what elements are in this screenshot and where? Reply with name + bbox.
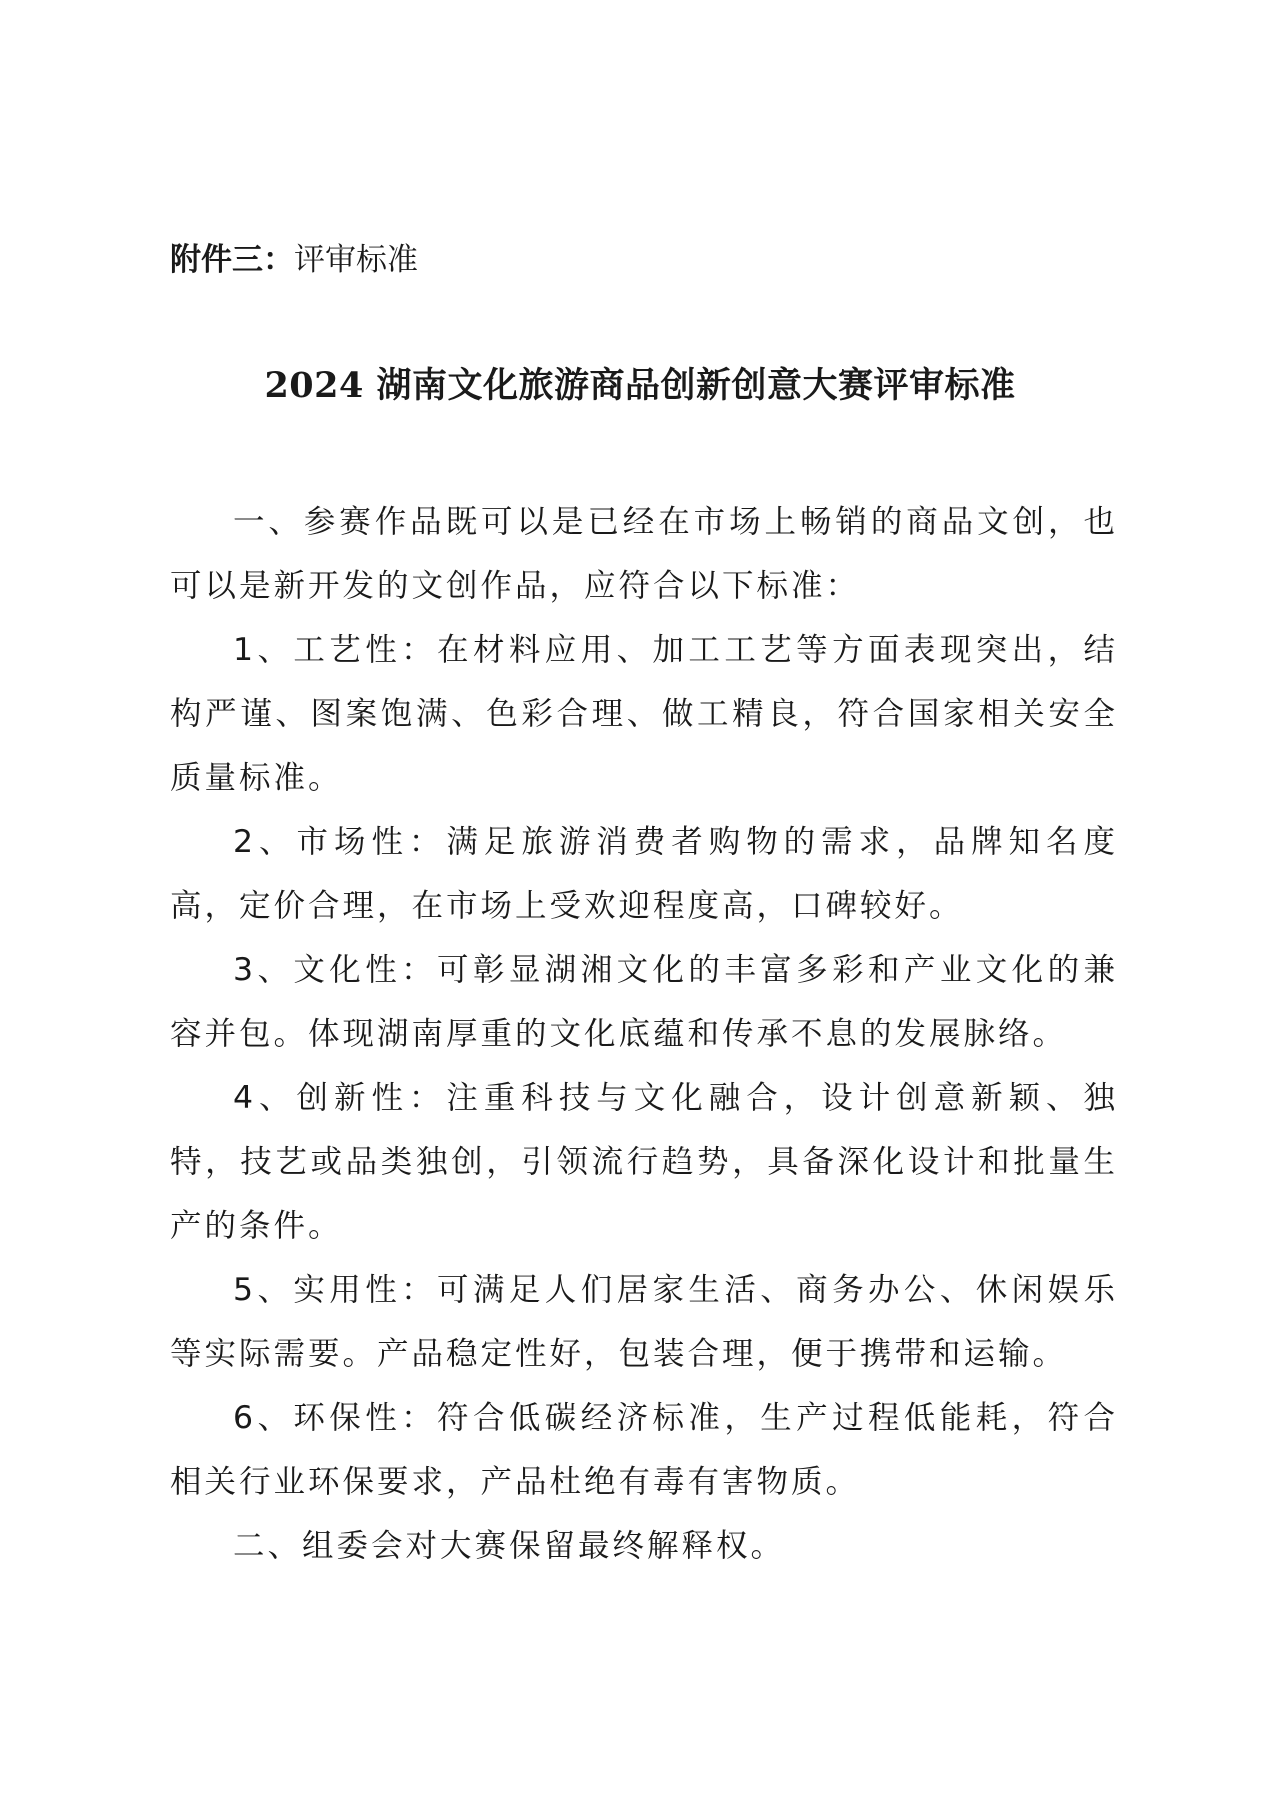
- paragraph-innovation: 4、创新性：注重科技与文化融合，设计创意新颖、独特，技艺或品类独创，引领流行趋势，具备深化设计和批量生产的条件。: [170, 1080, 1118, 1244]
- paragraph-marketability: 2、市场性：满足旅游消费者购物的需求，品牌知名度高，定价合理，在市场上受欢迎程度高，口碑较好。: [170, 824, 1118, 924]
- paragraph-craftsmanship: 1、工艺性：在材料应用、加工工艺等方面表现突出，结构严谨、图案饱满、色彩合理、做工精良，符合国家相关安全质量标准。: [170, 632, 1118, 796]
- document-title: 2024 湖南文化旅游商品创新创意大赛评审标准: [264, 365, 1016, 406]
- paragraph-interpretation: 二、组委会对大赛保留最终解释权。: [233, 1528, 786, 1564]
- paragraph-culture: 3、文化性：可彰显湖湘文化的丰富多彩和产业文化的兼容并包。体现湖南厚重的文化底蕴和传承不息的发展脉络。: [170, 952, 1118, 1052]
- attachment-label: 附件三：: [170, 242, 294, 278]
- document-body: [170, 490, 1118, 1578]
- paragraph-environment: 6、环保性：符合低碳经济标准，生产过程低能耗，符合相关行业环保要求，产品杜绝有毒有害物质。: [170, 1400, 1118, 1500]
- attachment-title: 评审标准: [294, 242, 418, 278]
- paragraph-intro: 一、参赛作品既可以是已经在市场上畅销的商品文创，也可以是新开发的文创作品，应符合以下标准：: [170, 504, 1118, 604]
- attachment-heading: [170, 236, 418, 284]
- paragraph-practicality: 5、实用性：可满足人们居家生活、商务办公、休闲娱乐等实际需要。产品稳定性好，包装合理，便于携带和运输。: [170, 1272, 1118, 1372]
